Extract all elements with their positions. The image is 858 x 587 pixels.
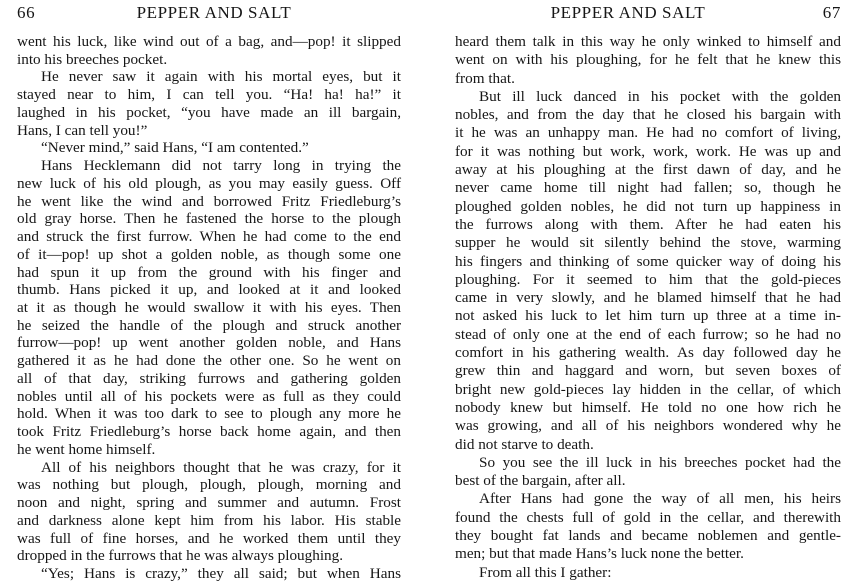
running-header <box>455 3 841 25</box>
text-line: went on with his ploughing, for he felt that he knew this <box>455 51 841 69</box>
text-line: into his breeches pocket. <box>17 50 168 68</box>
text-line: “Never mind,” said Hans, “I am contented.” <box>41 139 309 157</box>
text-line: He never saw it again with his mortal eyes, but it <box>41 68 401 86</box>
text-line: new luck of his old plough, as you may easily guess. Off <box>17 174 401 192</box>
text-line: nobody knew but himself. He told no one how rich he <box>455 398 841 416</box>
right-page <box>455 0 841 587</box>
text-line: laughed in his pocket, “you have made an ill bargain, <box>17 103 401 121</box>
left-page <box>17 0 401 587</box>
text-line: he seized the handle of the plough and struck another <box>17 316 401 334</box>
text-line: grew thin and haggard and worn, but seven boxes of <box>455 362 841 380</box>
text-line: he went home himself. <box>17 440 156 458</box>
text-line: was nothing but plough, plough, plough, morning and <box>17 476 401 494</box>
text-line: and darkness alone kept him from his labor. His stable <box>17 511 401 529</box>
text-line: ploughed golden nobles, he did not turn up happiness in <box>455 197 841 215</box>
text-line: away at his ploughing at the first dawn of day, and he <box>455 161 841 179</box>
text-line: they bought fat lands and became noblemen and gentle- <box>455 527 841 545</box>
running-title: PEPPER AND SALT <box>550 3 706 22</box>
text-line: But ill luck danced in his pocket with the golden <box>479 87 841 105</box>
page-number: 67 <box>822 3 841 22</box>
text-line: After Hans had gone the way of all men, his heirs <box>479 490 841 508</box>
text-line: from that. <box>455 69 515 87</box>
text-line: did not starve to death. <box>455 435 594 453</box>
text-line: of it—pop! up shot a golden noble, as though some one <box>17 245 401 263</box>
page-body <box>455 33 841 582</box>
text-line: hold. When it was too dark to see to plough any more he <box>17 405 401 423</box>
text-line: bright new gold-pieces lay hidden in the cellar, of which <box>455 380 841 398</box>
text-line: noon and night, spring and summer and autumn. Frost <box>17 494 401 512</box>
text-line: So you see the ill luck in his breeches pocket had the <box>479 453 841 471</box>
text-line: old gray horse. Then he fastened the horse to the plough <box>17 210 401 228</box>
text-line: From all this I gather: <box>479 563 612 581</box>
text-line: supper he would sit silently behind the stove, warming <box>455 234 841 252</box>
text-line: came in very slowly, and he blamed himself that he had <box>455 289 841 307</box>
text-line: never came home till night had fallen; so, though he <box>455 179 841 197</box>
text-line: Hans Hecklemann did not tarry long in trying the <box>41 157 401 175</box>
text-line: heard them talk in this way he only winked to himself and <box>455 33 841 50</box>
text-line: gathered it as he had done the other one. So he went on <box>17 352 401 370</box>
text-line: and struck the first furrow. When he had come to the end <box>17 228 401 246</box>
page-body <box>17 33 401 583</box>
text-line: found the chests full of gold in the cellar, and therewith <box>455 508 841 526</box>
text-line: All of his neighbors thought that he was crazy, for it <box>41 458 401 476</box>
text-line: dropped in the furrows that he was always ploughing. <box>17 547 344 565</box>
text-line: went his luck, like wind out of a bag, and—pop! it slipped <box>17 33 401 50</box>
text-line: his fingers and thinking of some quicker way of doing his <box>455 252 841 270</box>
text-line: at it as though he would swallow it with his eyes. Then <box>17 299 401 317</box>
text-line: “Yes; Hans is crazy,” they all said; but when Hans <box>41 565 401 583</box>
text-line: comfort in his gathering wealth. As day followed day he <box>455 344 841 362</box>
text-line: furrow—pop! up went another golden noble, and Hans <box>17 334 401 352</box>
text-line: was full of fine horses, and he worked them until they <box>17 529 401 547</box>
text-line: had spun it up from the ground with his finger and <box>17 263 401 281</box>
text-line: nobles, and from the day that he closed his bargain with <box>455 106 841 124</box>
text-line: ploughing. For it seemed to him that the gold-pieces <box>455 270 841 288</box>
text-line: stayed near to him, I can tell you. “Ha! ha! ha!” it <box>17 86 401 104</box>
text-line: men; but that made Hans’s luck none the better. <box>455 545 744 563</box>
text-line: it he was an unhappy man. He had no comfort of living, <box>455 124 841 142</box>
text-line: thumb. Hans picked it up, and looked at it and looked <box>17 281 401 299</box>
text-line: best of the bargain, after all. <box>455 472 626 490</box>
text-line: all of that day, striking furrows and gathering golden <box>17 369 401 387</box>
running-header <box>17 3 401 25</box>
text-line: was growing, and all of his neighbors wondered why he <box>455 417 841 435</box>
running-title: PEPPER AND SALT <box>136 3 292 22</box>
text-line: for it was nothing but work, work, work. He was up and <box>455 142 841 160</box>
text-line: Hans, I can tell you!” <box>17 121 148 139</box>
text-line: stead of only one at the end of each furrow; so he had no <box>455 325 841 343</box>
text-line: nobles until all of his pockets were as full as they could <box>17 387 401 405</box>
text-line: the furrows along with them. After he had eaten his <box>455 215 841 233</box>
text-line: he went like the wind and borrowed Fritz Friedleburg’s <box>17 192 401 210</box>
page-number: 66 <box>17 3 36 22</box>
text-line: took Fritz Friedleburg’s horse back home again, and then <box>17 423 401 441</box>
text-line: not asked his luck to let him turn up three at a time in- <box>455 307 841 325</box>
